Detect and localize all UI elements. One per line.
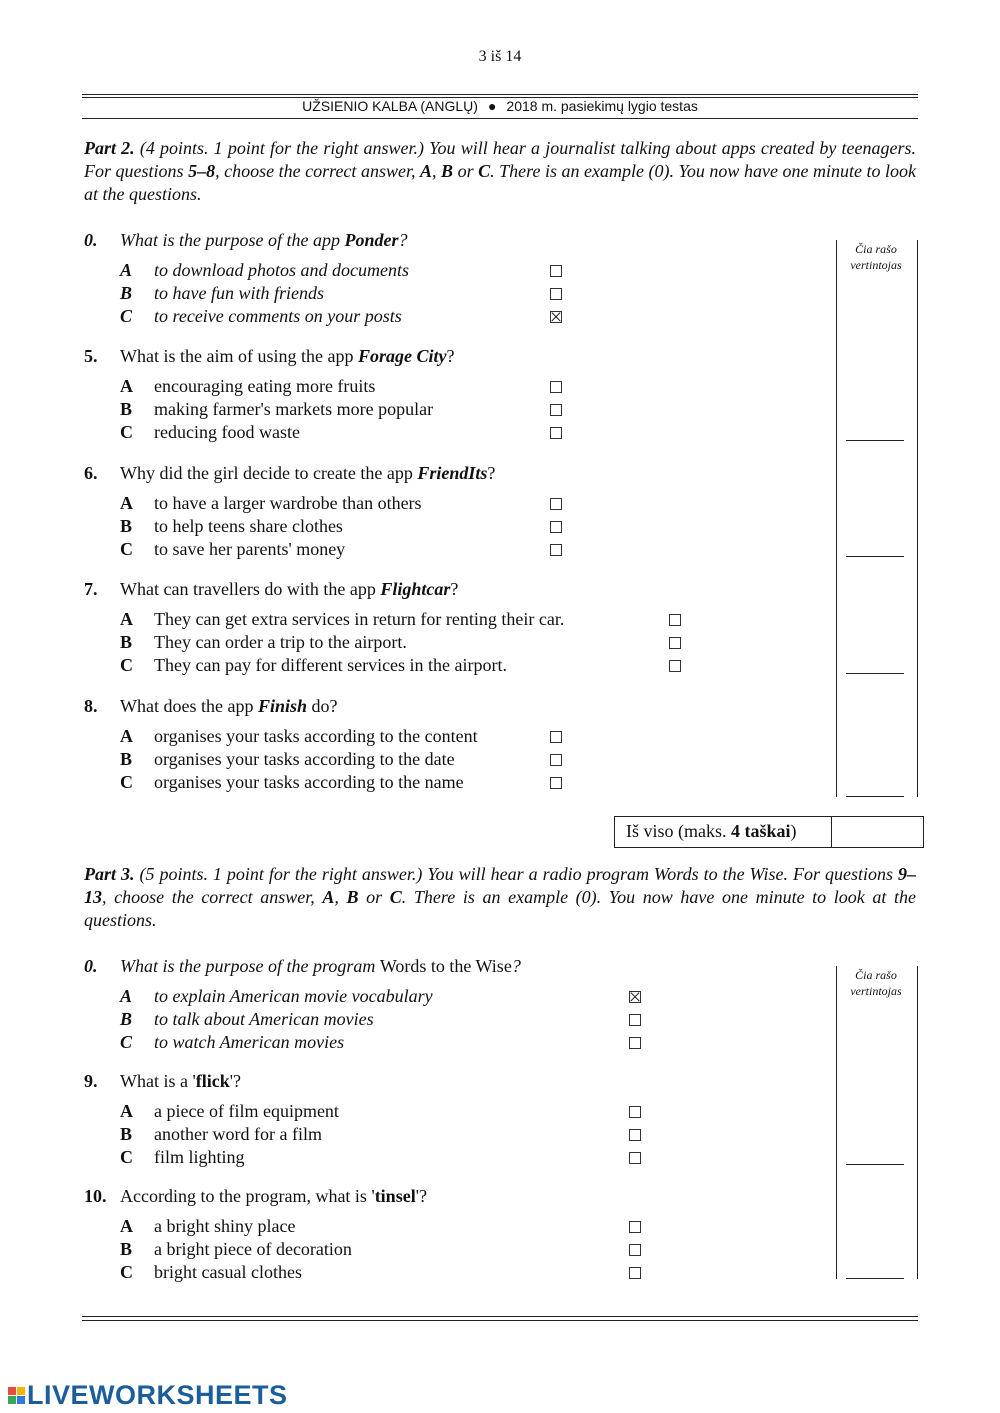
option-b bbox=[120, 283, 324, 304]
option-b bbox=[120, 1009, 374, 1030]
option-a bbox=[120, 986, 433, 1007]
logo-text: LIVEWORKSHEETS bbox=[27, 1380, 288, 1410]
question-text-end: do? bbox=[307, 696, 338, 716]
option-text: to save her parents' money bbox=[154, 539, 346, 559]
option-letter: A bbox=[120, 986, 133, 1006]
score-line-q9[interactable] bbox=[846, 1164, 904, 1165]
question-text: What does the app bbox=[120, 696, 258, 716]
part2-letter-b: B bbox=[441, 161, 454, 181]
option-text: They can order a trip to the airport. bbox=[154, 632, 407, 652]
option-b bbox=[120, 399, 433, 420]
part3-sep: , bbox=[334, 887, 347, 907]
answer-checkbox[interactable] bbox=[629, 1037, 641, 1049]
question-text: What can travellers do with the app bbox=[120, 579, 381, 599]
option-letter: A bbox=[120, 376, 133, 396]
part3-range: 9–13 bbox=[84, 864, 916, 907]
part2-total-label bbox=[626, 821, 797, 842]
question-number: 6. bbox=[84, 463, 98, 483]
question-8 bbox=[84, 696, 338, 717]
option-letter: B bbox=[120, 516, 133, 536]
answer-checkbox[interactable] bbox=[550, 404, 562, 416]
answer-checkbox[interactable] bbox=[550, 731, 562, 743]
option-letter: B bbox=[120, 1124, 133, 1144]
question-keyword: Ponder bbox=[344, 230, 399, 250]
logo-mark-icon bbox=[8, 1387, 25, 1404]
answer-checkbox[interactable] bbox=[550, 381, 562, 393]
option-letter: C bbox=[120, 1147, 133, 1167]
option-c bbox=[120, 1262, 302, 1283]
option-text: film lighting bbox=[154, 1147, 245, 1167]
option-a bbox=[120, 1101, 339, 1122]
total-box-divider bbox=[831, 816, 832, 848]
answer-checkbox[interactable] bbox=[550, 521, 562, 533]
option-letter: B bbox=[120, 1009, 133, 1029]
question-text: What is the purpose of the app bbox=[120, 230, 345, 250]
checked-checkbox[interactable] bbox=[629, 991, 641, 1003]
part2-instructions bbox=[84, 137, 916, 206]
answer-checkbox[interactable] bbox=[629, 1014, 641, 1026]
option-text: organises your tasks according to the content bbox=[154, 726, 478, 746]
option-text: They can get extra services in return for renting their car. bbox=[154, 609, 565, 629]
option-a bbox=[120, 609, 564, 630]
grader-label-line2: vertintojas bbox=[850, 258, 902, 272]
option-letter: A bbox=[120, 609, 133, 629]
question-keyword: Words to the Wise bbox=[379, 956, 512, 976]
part2-or: or bbox=[453, 161, 479, 181]
question-keyword: Forage City bbox=[357, 346, 447, 366]
question-text: According to the program, what is ' bbox=[120, 1186, 375, 1206]
option-text: to download photos and documents bbox=[154, 260, 409, 280]
part3-letter-a: A bbox=[322, 887, 335, 907]
grader-label-line1: Čia rašo bbox=[855, 968, 897, 982]
answer-checkbox[interactable] bbox=[550, 498, 562, 510]
option-text: to talk about American movies bbox=[154, 1009, 374, 1029]
part2-grader-label bbox=[836, 241, 916, 273]
question-text-end: '? bbox=[415, 1186, 427, 1206]
answer-checkbox[interactable] bbox=[550, 427, 562, 439]
total-pre: Iš viso (maks. bbox=[626, 821, 731, 841]
part2-intro-text-3: . There is an example (0). You now have one minute to look at the questions. bbox=[84, 161, 917, 204]
option-letter: B bbox=[120, 749, 133, 769]
option-text: bright casual clothes bbox=[154, 1262, 302, 1282]
option-a bbox=[120, 493, 422, 514]
question-text-end: ? bbox=[511, 956, 521, 976]
option-text: a bright shiny place bbox=[154, 1216, 296, 1236]
option-c bbox=[120, 306, 402, 327]
option-letter: C bbox=[120, 1262, 133, 1282]
liveworksheets-logo bbox=[8, 1380, 288, 1411]
option-text: making farmer's markets more popular bbox=[154, 399, 434, 419]
answer-checkbox[interactable] bbox=[550, 544, 562, 556]
option-letter: A bbox=[120, 493, 133, 513]
footer-rule-1 bbox=[82, 1316, 918, 1317]
part2-letter-c: C bbox=[478, 161, 491, 181]
option-a bbox=[120, 260, 409, 281]
total-points: 4 taškai bbox=[731, 821, 791, 841]
option-b bbox=[120, 1124, 322, 1145]
option-letter: C bbox=[120, 539, 133, 559]
option-text: encouraging eating more fruits bbox=[154, 376, 376, 396]
answer-checkbox[interactable] bbox=[550, 777, 562, 789]
exam-header bbox=[82, 98, 918, 114]
question-0 bbox=[84, 956, 521, 977]
score-line-q7[interactable] bbox=[846, 673, 904, 674]
answer-checkbox[interactable] bbox=[629, 1244, 641, 1256]
question-text-end: ? bbox=[446, 346, 455, 366]
option-letter: C bbox=[120, 772, 133, 792]
part3-intro-text-2: , choose the correct answer, bbox=[102, 887, 323, 907]
part2-letter-a: A bbox=[419, 161, 432, 181]
score-line-q6[interactable] bbox=[846, 556, 904, 557]
grader-label-line2: vertintojas bbox=[850, 984, 902, 998]
question-text: What is the aim of using the app bbox=[120, 346, 358, 366]
part3-instructions bbox=[84, 863, 916, 932]
answer-checkbox[interactable] bbox=[669, 614, 681, 626]
score-line-q8[interactable] bbox=[846, 796, 904, 797]
option-letter: B bbox=[120, 283, 133, 303]
option-text: to receive comments on your posts bbox=[154, 306, 402, 326]
answer-checkbox[interactable] bbox=[629, 1221, 641, 1233]
checked-checkbox[interactable] bbox=[550, 311, 562, 323]
option-letter: B bbox=[120, 632, 133, 652]
option-a bbox=[120, 726, 478, 747]
option-letter: C bbox=[120, 1032, 133, 1052]
question-keyword: Flightcar bbox=[380, 579, 451, 599]
answer-checkbox[interactable] bbox=[550, 754, 562, 766]
score-line-q10[interactable] bbox=[846, 1278, 904, 1279]
option-text: a bright piece of decoration bbox=[154, 1239, 352, 1259]
option-text: to have a larger wardrobe than others bbox=[154, 493, 422, 513]
answer-checkbox[interactable] bbox=[669, 637, 681, 649]
question-text: Why did the girl decide to create the app bbox=[120, 463, 418, 483]
option-letter: A bbox=[120, 726, 133, 746]
question-keyword: Finish bbox=[257, 696, 307, 716]
part3-intro-text-3: . There is an example (0). You now have one minute to look at the questions. bbox=[84, 887, 917, 930]
option-text: another word for a film bbox=[154, 1124, 322, 1144]
answer-checkbox[interactable] bbox=[550, 288, 562, 300]
question-number: 5. bbox=[84, 346, 98, 366]
option-letter: A bbox=[120, 1216, 133, 1236]
part2-intro-text: (4 points. 1 point for the right answer.) You will hear a journalist talking about apps created by teenagers. For questions bbox=[84, 138, 916, 181]
header-rule-bottom bbox=[82, 118, 918, 119]
part3-letter-b: B bbox=[346, 887, 359, 907]
header-bullet: ● bbox=[487, 98, 497, 114]
question-number: 7. bbox=[84, 579, 98, 599]
part3-label: Part 3. bbox=[84, 864, 135, 884]
part3-grader-label bbox=[836, 967, 916, 999]
question-9 bbox=[84, 1071, 241, 1092]
option-c bbox=[120, 1147, 245, 1168]
question-number: 8. bbox=[84, 696, 98, 716]
question-text-end: ? bbox=[487, 463, 496, 483]
answer-checkbox[interactable] bbox=[629, 1267, 641, 1279]
total-post: ) bbox=[790, 821, 797, 841]
question-text: What is the purpose of the program bbox=[120, 956, 380, 976]
part2-label: Part 2. bbox=[84, 138, 135, 158]
question-0 bbox=[84, 230, 407, 251]
option-letter: B bbox=[120, 399, 133, 419]
answer-checkbox[interactable] bbox=[669, 660, 681, 672]
question-text-end: ? bbox=[398, 230, 408, 250]
part3-or: or bbox=[358, 887, 390, 907]
question-5 bbox=[84, 346, 454, 367]
option-c bbox=[120, 539, 345, 560]
option-b bbox=[120, 516, 343, 537]
option-b bbox=[120, 632, 407, 653]
part2-intro-text-2: , choose the correct answer, bbox=[215, 161, 420, 181]
option-text: organises your tasks according to the name bbox=[154, 772, 464, 792]
question-keyword: flick bbox=[195, 1071, 230, 1091]
option-c bbox=[120, 772, 464, 793]
option-text: to explain American movie vocabulary bbox=[154, 986, 433, 1006]
option-a bbox=[120, 1216, 295, 1237]
option-letter: A bbox=[120, 1101, 133, 1121]
option-letter: A bbox=[120, 260, 133, 280]
part2-range: 5–8 bbox=[188, 161, 216, 181]
question-6 bbox=[84, 463, 495, 484]
option-c bbox=[120, 655, 507, 676]
footer-rule-2 bbox=[82, 1320, 918, 1321]
question-text: What is a ' bbox=[120, 1071, 196, 1091]
part2-sep: , bbox=[432, 161, 442, 181]
question-number: 0. bbox=[84, 230, 98, 250]
option-text: to help teens share clothes bbox=[154, 516, 343, 536]
option-text: to watch American movies bbox=[154, 1032, 345, 1052]
header-rule-top bbox=[82, 94, 918, 95]
question-number: 0. bbox=[84, 956, 98, 976]
option-text: reducing food waste bbox=[154, 422, 300, 442]
score-line-q5[interactable] bbox=[846, 440, 904, 441]
option-letter: C bbox=[120, 306, 133, 326]
question-keyword: tinsel bbox=[374, 1186, 416, 1206]
option-text: to have fun with friends bbox=[154, 283, 324, 303]
option-c bbox=[120, 1032, 344, 1053]
option-letter: C bbox=[120, 655, 133, 675]
question-10 bbox=[84, 1186, 427, 1207]
option-text: organises your tasks according to the date bbox=[154, 749, 455, 769]
answer-checkbox[interactable] bbox=[629, 1106, 641, 1118]
option-c bbox=[120, 422, 300, 443]
question-7 bbox=[84, 579, 458, 600]
part3-grader-column bbox=[836, 966, 918, 1279]
question-text-end: '? bbox=[229, 1071, 241, 1091]
option-text: a piece of film equipment bbox=[154, 1101, 339, 1121]
question-number: 9. bbox=[84, 1071, 98, 1091]
option-letter: B bbox=[120, 1239, 133, 1259]
part3-letter-c: C bbox=[389, 887, 402, 907]
option-b bbox=[120, 1239, 352, 1260]
question-number: 10. bbox=[84, 1186, 107, 1206]
page-number: 3 iš 14 bbox=[478, 48, 522, 65]
option-text: They can pay for different services in the airport. bbox=[154, 655, 508, 675]
part2-total-score-field[interactable] bbox=[834, 818, 920, 846]
part3-intro-text: (5 points. 1 point for the right answer.) You will hear a radio program Words to the Wise. For questions bbox=[134, 864, 898, 884]
exam-subject: UŽSIENIO KALBA (ANGLŲ) bbox=[302, 98, 478, 114]
answer-checkbox[interactable] bbox=[550, 265, 562, 277]
option-a bbox=[120, 376, 375, 397]
answer-checkbox[interactable] bbox=[629, 1129, 641, 1141]
exam-year: 2018 m. pasiekimų lygio testas bbox=[506, 98, 698, 114]
answer-checkbox[interactable] bbox=[629, 1152, 641, 1164]
option-letter: C bbox=[120, 422, 133, 442]
grader-label-line1: Čia rašo bbox=[855, 242, 897, 256]
option-b bbox=[120, 749, 455, 770]
question-keyword: FriendIts bbox=[417, 463, 488, 483]
question-text-end: ? bbox=[450, 579, 459, 599]
part2-grader-column bbox=[836, 240, 918, 797]
